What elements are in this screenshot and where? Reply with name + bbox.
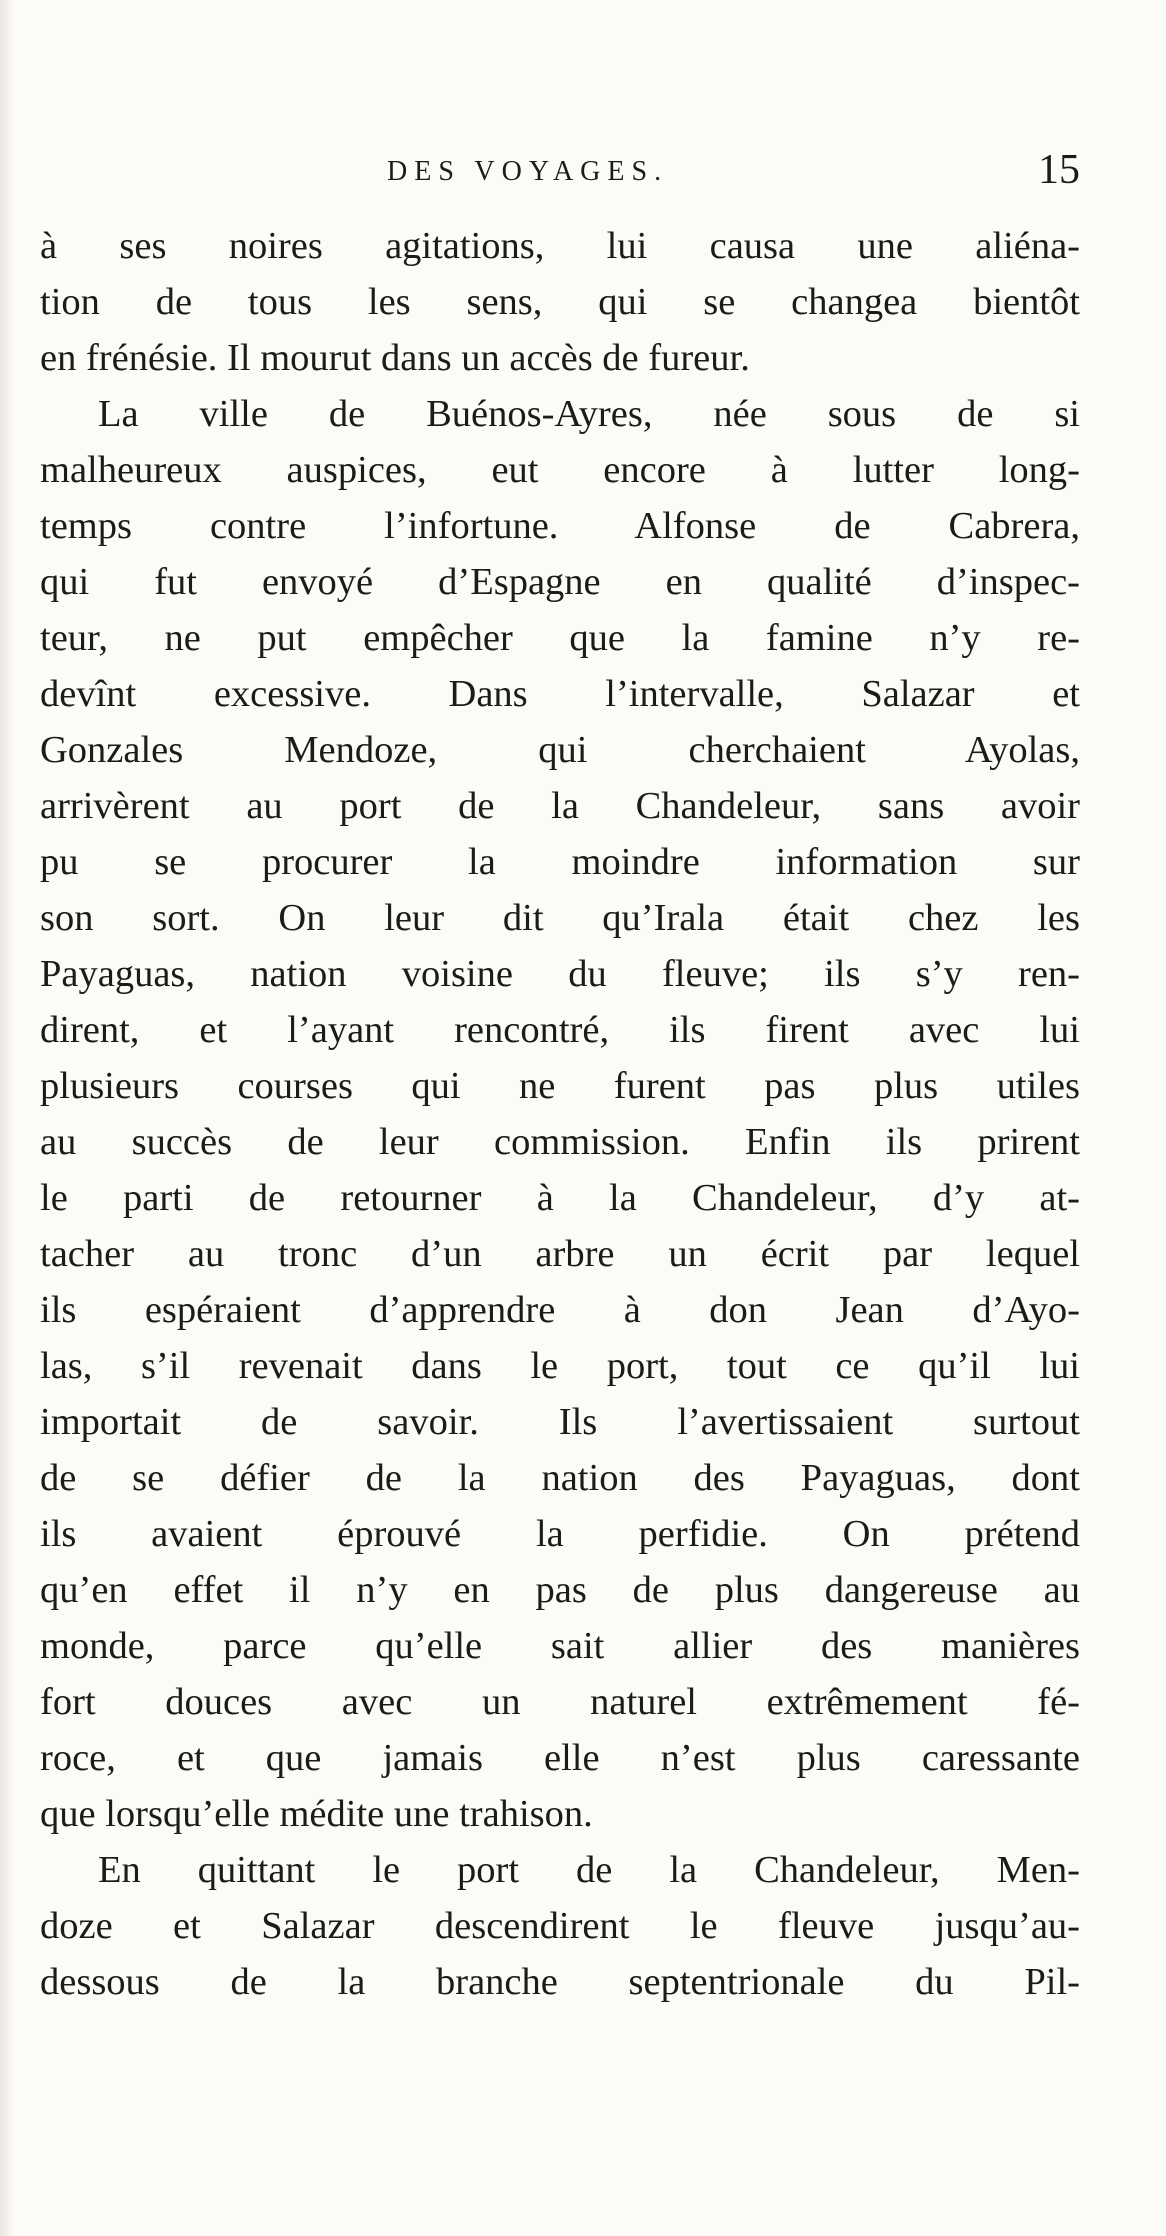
- text-line: son sort. On leur dit qu’Irala était chez les: [40, 897, 1080, 939]
- text-line: importait de savoir. Ils l’avertissaient surtout: [40, 1401, 1080, 1443]
- text-line: que lorsqu’elle médite une trahison.: [40, 1793, 593, 1835]
- running-title: DES VOYAGES.: [387, 156, 669, 187]
- text-line: devînt excessive. Dans l’intervalle, Salazar et: [40, 673, 1080, 715]
- text-line: tion de tous les sens, qui se changea bientôt: [40, 281, 1080, 323]
- text-line: doze et Salazar descendirent le fleuve jusqu’au-: [40, 1905, 1080, 1947]
- text-line: pu se procurer la moindre information sur: [40, 841, 1080, 883]
- text-line: En quittant le port de la Chandeleur, Men-: [98, 1849, 1080, 1891]
- page-number: 15: [1038, 147, 1080, 193]
- text-line: à ses noires agitations, lui causa une aliéna-: [40, 225, 1080, 267]
- text-line: au succès de leur commission. Enfin ils prirent: [40, 1121, 1080, 1163]
- text-line: ils avaient éprouvé la perfidie. On prétend: [40, 1513, 1080, 1555]
- text-line: teur, ne put empêcher que la famine n’y re-: [40, 617, 1080, 659]
- text-line: monde, parce qu’elle sait allier des manières: [40, 1625, 1080, 1667]
- text-line: qu’en effet il n’y en pas de plus dangereuse au: [40, 1569, 1080, 1611]
- body-text: [40, 218, 1080, 2010]
- text-line: de se défier de la nation des Payaguas, dont: [40, 1457, 1080, 1499]
- page-header: [40, 147, 1080, 198]
- text-line: qui fut envoyé d’Espagne en qualité d’inspec-: [40, 561, 1080, 603]
- text-line: Payaguas, nation voisine du fleuve; ils s’y ren-: [40, 953, 1080, 995]
- text-line: roce, et que jamais elle n’est plus caressante: [40, 1737, 1080, 1779]
- text-line: fort douces avec un naturel extrêmement fé-: [40, 1681, 1080, 1723]
- text-line: tacher au tronc d’un arbre un écrit par lequel: [40, 1233, 1080, 1275]
- text-line: La ville de Buénos-Ayres, née sous de si: [98, 393, 1080, 435]
- text-line: le parti de retourner à la Chandeleur, d’y at-: [40, 1177, 1080, 1219]
- text-line: arrivèrent au port de la Chandeleur, sans avoir: [40, 785, 1080, 827]
- text-line: malheureux auspices, eut encore à lutter long-: [40, 449, 1080, 491]
- text-line: dirent, et l’ayant rencontré, ils firent avec lui: [40, 1009, 1080, 1051]
- text-line: Gonzales Mendoze, qui cherchaient Ayolas,: [40, 729, 1080, 771]
- text-line: temps contre l’infortune. Alfonse de Cabrera,: [40, 505, 1080, 547]
- page-edge-shadow: [0, 0, 14, 2236]
- text-line: las, s’il revenait dans le port, tout ce qu’il lui: [40, 1345, 1080, 1387]
- text-line: ils espéraient d’apprendre à don Jean d’Ayo-: [40, 1289, 1080, 1331]
- text-line: en frénésie. Il mourut dans un accès de fureur.: [40, 337, 750, 379]
- text-line: plusieurs courses qui ne furent pas plus utiles: [40, 1065, 1080, 1107]
- text-line: dessous de la branche septentrionale du Pil-: [40, 1961, 1080, 2003]
